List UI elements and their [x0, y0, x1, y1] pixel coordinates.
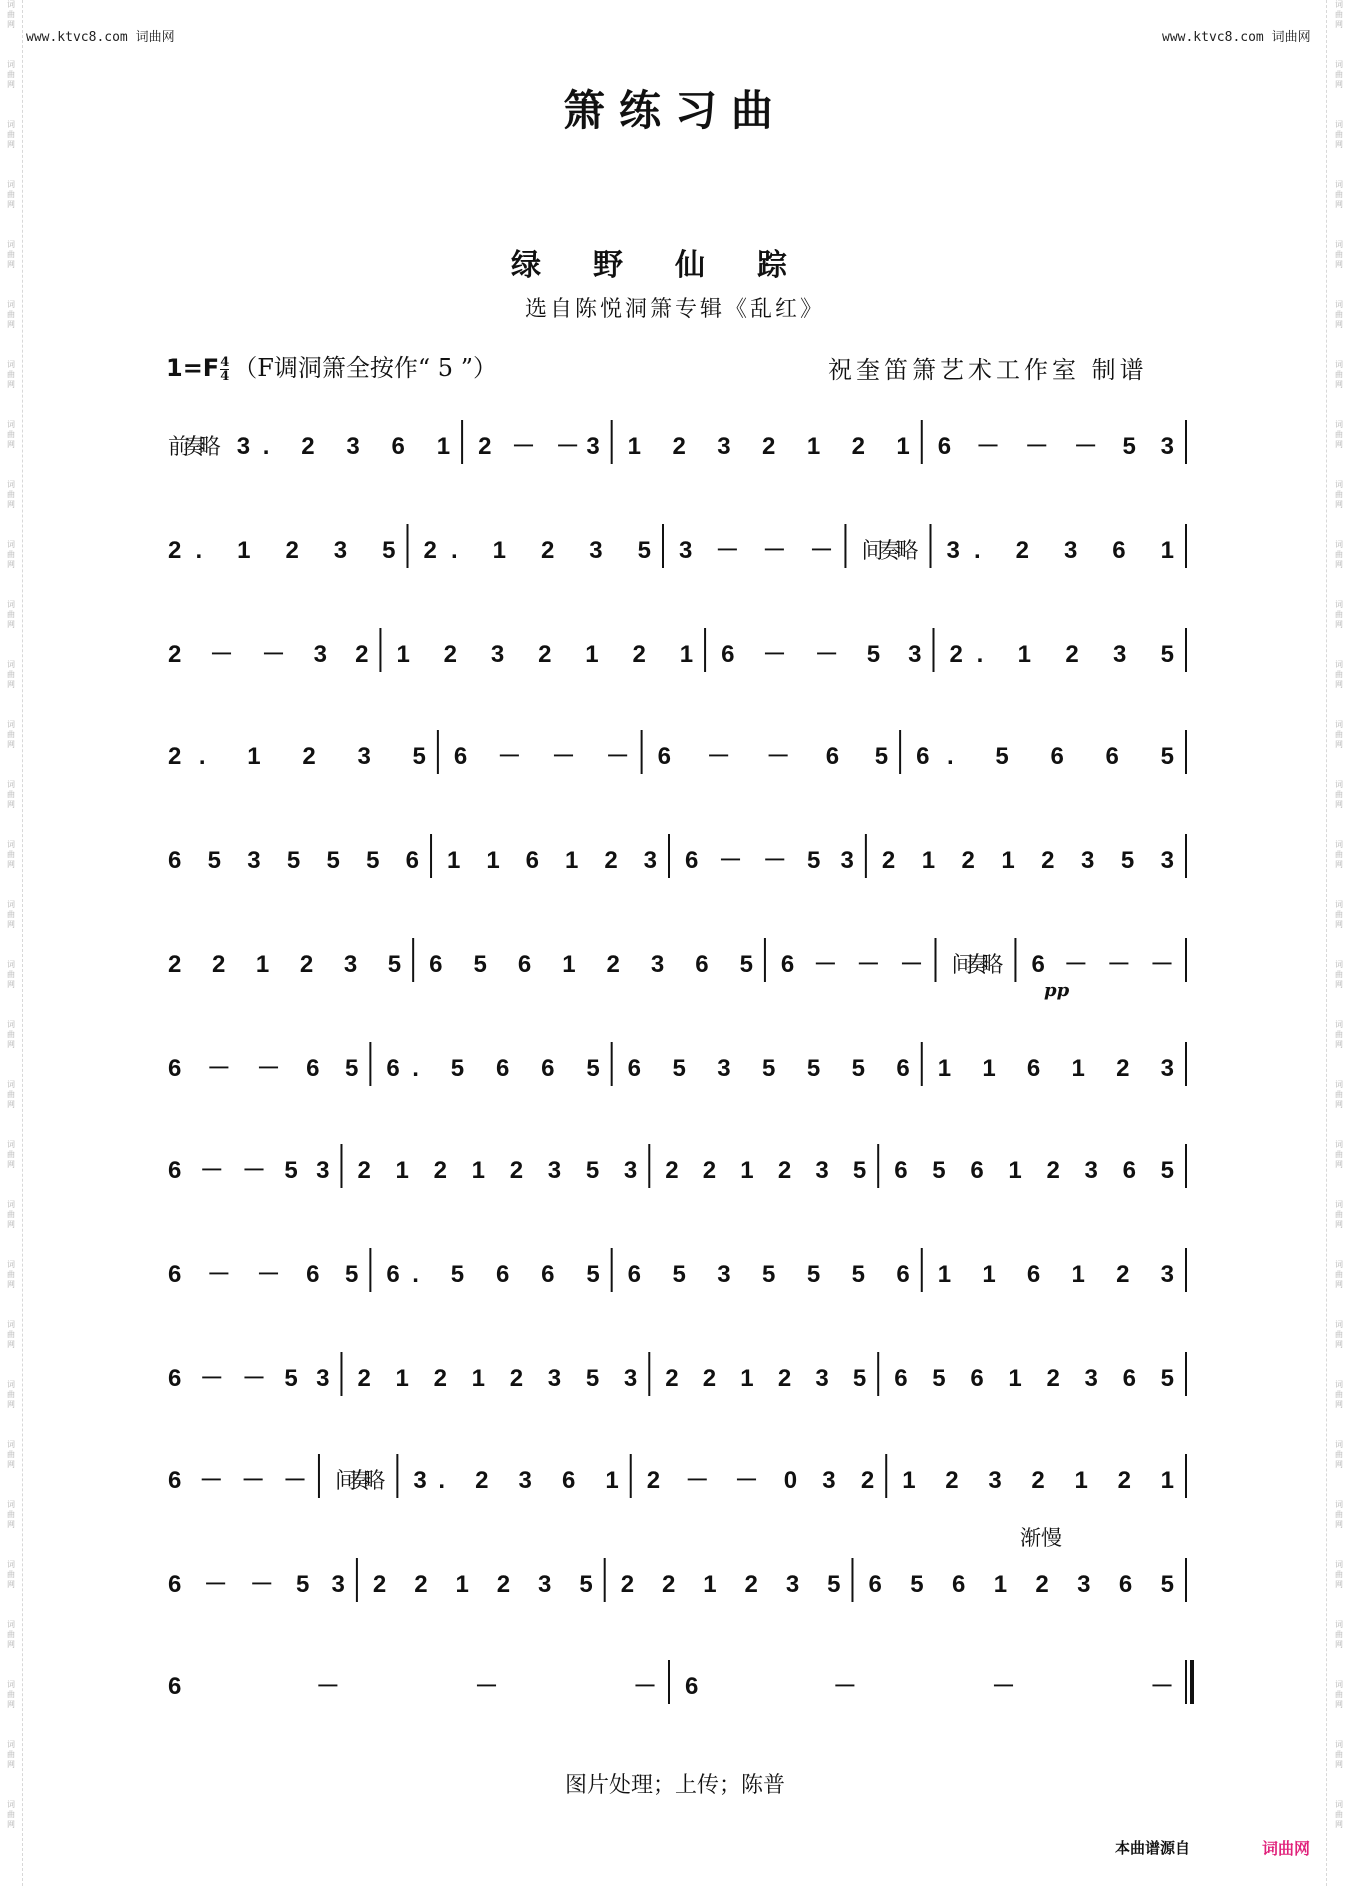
note-group: 1 1 6 1 2 3 — [937, 1055, 1174, 1082]
note-group: 6 － － 6 5 — [657, 743, 889, 770]
note-group: 1 2 3 2 1 2 1 — [902, 1467, 1174, 1494]
note-group: 6 － － 5 3 — [168, 1571, 345, 1598]
watermark-glyph: 词 曲 网 — [1335, 1380, 1343, 1409]
watermark-glyph: 词 曲 网 — [1335, 480, 1343, 509]
note-group: 2 2 1 2 3 5 — [620, 1571, 841, 1598]
watermark-glyph: 词 曲 网 — [7, 720, 15, 749]
note-group: 1 1 6 1 2 3 — [447, 847, 657, 874]
footer-logo[interactable]: 词曲网 — [1262, 1839, 1311, 1858]
note-group: 3 － － － — [679, 537, 834, 564]
watermark-glyph: 词 曲 网 — [1335, 660, 1343, 689]
score-row — [160, 1452, 1210, 1508]
score-row-svg — [160, 1040, 1204, 1096]
watermark-glyph: 词 曲 网 — [1335, 1620, 1343, 1649]
watermark-glyph: 词 曲 网 — [1335, 1500, 1343, 1529]
watermark-glyph: 词 曲 网 — [7, 780, 15, 809]
dynamic-marking: pp — [1044, 980, 1070, 1001]
note-group: 2 2 1 2 3 5 — [372, 1571, 593, 1598]
source-note: 选自陈悦洞箫专辑《乱红》 — [524, 297, 825, 322]
watermark-glyph: 词 曲 网 — [7, 1560, 15, 1589]
watermark-glyph: 词 曲 网 — [1335, 1560, 1343, 1589]
tempo-marking: 渐慢 — [1020, 1526, 1062, 1550]
watermark-glyph: 词 曲 网 — [1335, 120, 1343, 149]
watermark-glyph: 词 曲 网 — [1335, 360, 1343, 389]
watermark-glyph: 词 曲 网 — [7, 660, 15, 689]
score-row-svg — [160, 1658, 1204, 1714]
watermark-glyph: 词 曲 网 — [7, 0, 15, 29]
watermark-glyph: 词 曲 网 — [7, 900, 15, 929]
watermark-glyph: 词 曲 网 — [7, 840, 15, 869]
note-group: 6 － － － 5 3 — [937, 433, 1174, 460]
watermark-glyph: 词 曲 网 — [7, 60, 15, 89]
score-row — [160, 1142, 1210, 1198]
note-group: 6. 5 6 6 5 — [386, 1261, 600, 1288]
watermark-glyph: 词 曲 网 — [7, 1260, 15, 1289]
score-row-svg — [160, 522, 1204, 578]
author-credit: 祝奎笛箫艺术工作室 制谱 — [828, 356, 1148, 384]
note-group: 6 5 6 1 2 3 6 5 — [868, 1571, 1174, 1598]
note-group: 6 － － 5 3 — [168, 1157, 330, 1184]
score-row — [160, 832, 1210, 888]
watermark-glyph: 词 曲 网 — [1335, 840, 1343, 869]
watermark-glyph: 词 曲 网 — [1335, 0, 1343, 29]
score-row-svg — [160, 1556, 1204, 1612]
note-group: 2. 1 2 3 5 — [423, 537, 651, 564]
score-row — [160, 1040, 1210, 1096]
watermark-glyph: 词 曲 网 — [7, 1380, 15, 1409]
watermark-glyph: 词 曲 网 — [7, 1440, 15, 1469]
interlude-label: 间奏略 — [861, 539, 919, 564]
note-group: 1 2 3 2 1 2 1 — [396, 641, 694, 668]
score-row-svg — [160, 832, 1204, 888]
watermark-glyph: 词 曲 网 — [7, 480, 15, 509]
note-group: 6 5 3 5 5 5 6 — [627, 1261, 910, 1288]
page-title: 箫练习曲 — [562, 86, 787, 135]
watermark-glyph: 词 曲 网 — [1335, 1320, 1343, 1349]
site-header-left[interactable]: www.ktvc8.com 词曲网 — [26, 30, 175, 45]
interlude-label: 间奏略 — [334, 1469, 386, 1494]
watermark-glyph: 词 曲 网 — [7, 1500, 15, 1529]
note-group: 3. 2 3 6 1 — [946, 537, 1174, 564]
watermark-glyph: 词 曲 网 — [1335, 1200, 1343, 1229]
watermark-glyph: 词 曲 网 — [7, 1080, 15, 1109]
score-row-svg — [160, 1246, 1204, 1302]
watermark-glyph: 词 曲 网 — [7, 120, 15, 149]
watermark-glyph: 词 曲 网 — [1335, 540, 1343, 569]
score-row — [160, 1556, 1210, 1612]
fingering-note: （F调洞箫全按作“ 5 ”） — [233, 354, 497, 382]
note-group: 2. 1 2 3 5 — [949, 641, 1174, 668]
note-group: 6 － － － — [168, 1673, 657, 1700]
watermark-glyph: 词 曲 网 — [1335, 240, 1343, 269]
watermark-glyph: 词 曲 网 — [7, 1200, 15, 1229]
score-row — [160, 1246, 1210, 1302]
note-group: 6 － － － — [168, 1467, 307, 1494]
watermark-glyph: 词 曲 网 — [1335, 1440, 1343, 1469]
note-group: 2 2 1 2 3 5 — [168, 951, 402, 978]
watermark-glyph: 词 曲 网 — [7, 240, 15, 269]
note-group: 6 5 3 5 5 5 6 — [627, 1055, 910, 1082]
note-group: 2. 1 2 3 5 — [168, 743, 426, 770]
key-label: 1=F — [166, 354, 220, 382]
watermark-glyph: 词 曲 网 — [7, 360, 15, 389]
note-group: 2 1 2 1 2 3 5 3 — [357, 1365, 638, 1392]
watermark-glyph: 词 曲 网 — [7, 960, 15, 989]
watermark-glyph: 词 曲 网 — [7, 1140, 15, 1169]
note-group: 2 1 2 1 2 3 5 3 — [881, 847, 1174, 874]
note-group: 6. 5 6 6 5 — [916, 743, 1174, 770]
note-group: 6 － － 5 3 — [168, 1365, 330, 1392]
score-row-svg — [160, 1452, 1204, 1508]
note-group: 1 2 3 2 1 2 1 — [627, 433, 910, 460]
score-row-svg — [160, 418, 1204, 474]
score-row-svg — [160, 1142, 1204, 1198]
note-group: 2 1 2 1 2 3 5 3 — [357, 1157, 638, 1184]
watermark-glyph: 词 曲 网 — [1335, 1800, 1343, 1829]
score-row-svg — [160, 728, 1204, 784]
note-group: 1 1 6 1 2 3 — [937, 1261, 1174, 1288]
note-group: 2 2 1 2 3 5 — [665, 1365, 867, 1392]
note-group: 6 5 6 1 2 3 6 5 — [894, 1157, 1174, 1184]
note-group: 2 － － 3 2 — [168, 641, 369, 668]
footer-source-text: 本曲谱源自 — [1115, 1839, 1191, 1857]
interlude-label: 前奏略 — [168, 435, 221, 460]
note-group: 6 － － 6 5 — [168, 1261, 359, 1288]
note-group: 6. 5 6 6 5 — [386, 1055, 600, 1082]
score-row — [160, 1350, 1210, 1406]
piece-title: 绿野仙踪 — [511, 248, 839, 283]
score-row-svg — [160, 1350, 1204, 1406]
watermark-glyph: 词 曲 网 — [7, 1320, 15, 1349]
note-group: 6 － － 6 5 — [168, 1055, 359, 1082]
watermark-glyph: 词 曲 网 — [1335, 180, 1343, 209]
watermark-glyph: 词 曲 网 — [1335, 1680, 1343, 1709]
watermark-glyph: 词 曲 网 — [7, 1680, 15, 1709]
note-group: 6 5 3 5 5 5 6 — [168, 847, 420, 874]
score-row — [160, 522, 1210, 578]
note-group: 2 － － 0 3 2 — [646, 1467, 875, 1494]
watermark-glyph: 词 曲 网 — [1335, 1080, 1343, 1109]
time-signature: $\frac{4}{4}$ — [220, 355, 230, 384]
watermark-glyph: 词 曲 网 — [1335, 420, 1343, 449]
watermark-glyph: 词 曲 网 — [7, 180, 15, 209]
watermark-glyph: 词 曲 网 — [7, 1800, 15, 1829]
score-row — [160, 1658, 1210, 1714]
watermark-glyph: 词 曲 网 — [1335, 780, 1343, 809]
interlude-label: 间奏略 — [951, 953, 1004, 978]
score-row-svg — [160, 626, 1204, 682]
site-header-right[interactable]: www.ktvc8.com 词曲网 — [1162, 30, 1311, 45]
note-group: 3. 2 3 6 1 — [236, 433, 451, 460]
watermark-glyph: 词 曲 网 — [7, 1620, 15, 1649]
note-group: 2. 1 2 3 5 — [168, 537, 396, 564]
note-group: 6 － － － — [685, 1673, 1174, 1700]
key-signature — [166, 348, 497, 383]
watermark-glyph: 词 曲 网 — [7, 420, 15, 449]
watermark-glyph: 词 曲 网 — [7, 1020, 15, 1049]
score-row — [160, 728, 1210, 784]
watermark-glyph: 词 曲 网 — [7, 1740, 15, 1769]
score-row — [160, 418, 1210, 474]
watermark-glyph: 词 曲 网 — [1335, 1260, 1343, 1289]
image-credit: 图片处理；上传；陈普 — [564, 1773, 785, 1798]
watermark-glyph: 词 曲 网 — [1335, 1740, 1343, 1769]
watermark-glyph: 词 曲 网 — [1335, 960, 1343, 989]
watermark-glyph: 词 曲 网 — [7, 600, 15, 629]
note-group: 6 － － 5 3 — [721, 641, 922, 668]
watermark-glyph: 词 曲 网 — [1335, 300, 1343, 329]
watermark-glyph: 词 曲 网 — [7, 300, 15, 329]
note-group: 6 － － － — [453, 743, 630, 770]
note-group: 2 2 1 2 3 5 — [665, 1157, 867, 1184]
watermark-glyph: 词 曲 网 — [1335, 600, 1343, 629]
note-group: 6 － － － — [780, 951, 924, 978]
watermark-glyph: 词 曲 网 — [1335, 60, 1343, 89]
note-group: 3. 2 3 6 1 — [413, 1467, 619, 1494]
watermark-glyph: 词 曲 网 — [1335, 1140, 1343, 1169]
watermark-glyph: 词 曲 网 — [1335, 720, 1343, 749]
watermark-glyph: 词 曲 网 — [1335, 1020, 1343, 1049]
score-row — [160, 626, 1210, 682]
note-group: 2 － －3 — [478, 433, 600, 460]
watermark-glyph: 词 曲 网 — [1335, 900, 1343, 929]
note-group: 6 5 6 1 2 3 6 5 — [429, 951, 753, 978]
note-group: 6 5 6 1 2 3 6 5 — [894, 1365, 1174, 1392]
note-group: 6 － － － — [1031, 951, 1174, 978]
watermark-glyph: 词 曲 网 — [7, 540, 15, 569]
note-group: 6 － － 5 3 — [685, 847, 854, 874]
